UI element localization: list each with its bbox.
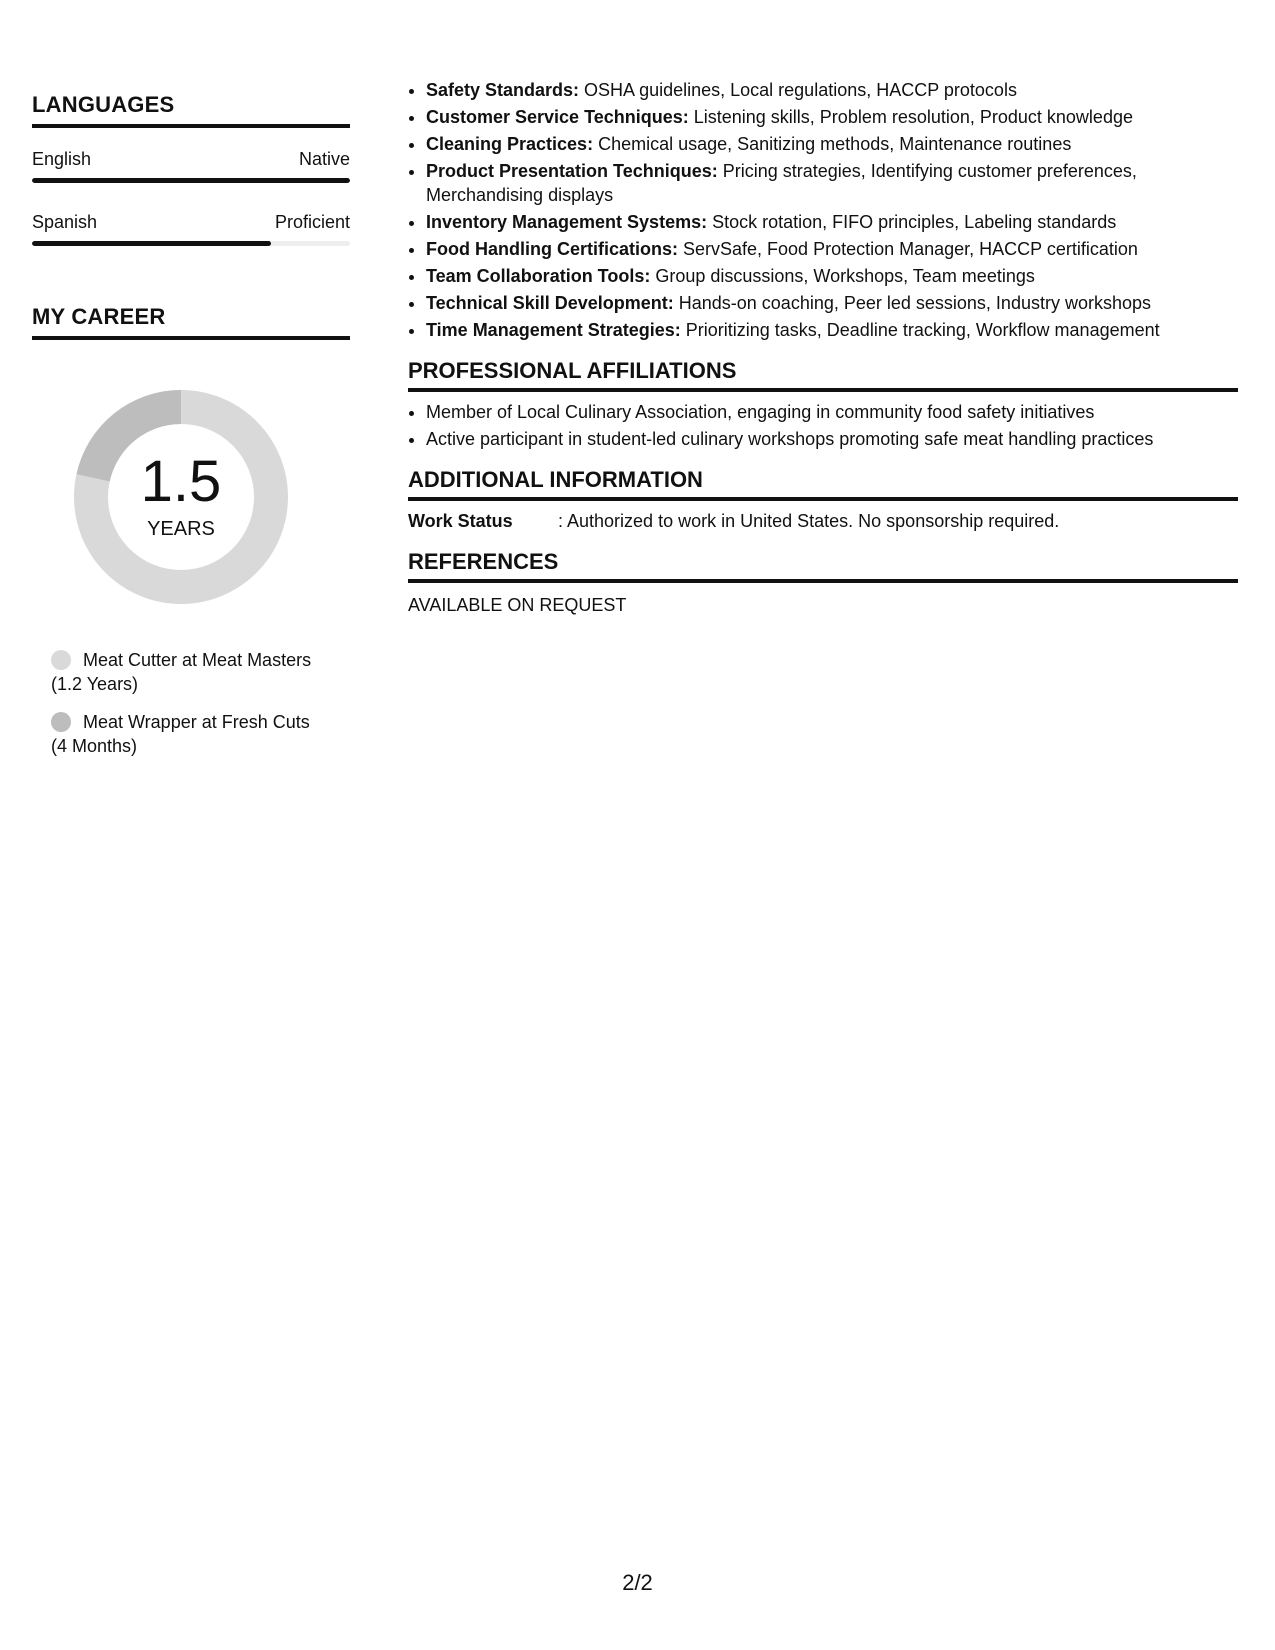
references-text: AVAILABLE ON REQUEST [408,595,627,615]
language-level: Proficient [274,212,350,232]
skill-label: Customer Service Techniques: [426,107,689,127]
skill-label: Safety Standards: [426,80,580,100]
languages-title: LANGUAGES [32,92,350,128]
skill-item [426,132,1238,156]
job-duration: (1.2 Years) [51,674,139,694]
work-status-value: : Authorized to work in United States. No sponsorship required. [558,511,1060,531]
affiliation-item: • Member of Local Culinary Association, engaging in community food safety initiatives [426,400,1238,424]
language-name: Spanish [32,212,98,232]
career-legend-item [51,648,341,696]
career-donut-chart [66,382,296,612]
skill-text: Chemical usage, Sanitizing methods, Maintenance routines [593,134,1072,154]
skill-item [426,264,1238,288]
skills-list [408,78,1238,342]
affiliation-item: • Active participant in student-led culinary workshops promoting safe meat handling practices [426,427,1238,451]
skill-text: Group discussions, Workshops, Team meetings [650,266,1035,286]
skill-item [426,318,1238,342]
additional-info-title: ADDITIONAL INFORMATION [408,467,1238,501]
affiliations-title: PROFESSIONAL AFFILIATIONS [408,358,1238,392]
skill-text: OSHA guidelines, Local regulations, HACCP protocols [579,80,1017,100]
skill-label: Team Collaboration Tools: [426,266,651,286]
work-status-row [408,509,1238,533]
skill-label: Technical Skill Development: [426,293,674,313]
right-column [408,78,1238,617]
skill-item [426,105,1238,129]
skill-label: Cleaning Practices: [426,134,594,154]
skill-item [426,159,1238,207]
skill-text: Hands-on coaching, Peer led sessions, Industry workshops [673,293,1151,313]
language-item-spanish [32,211,350,246]
references-title: REFERENCES [408,549,1238,583]
job-title: Meat Cutter at Meat Masters [83,650,312,670]
skill-label: Inventory Management Systems: [426,212,708,232]
skill-item [426,78,1238,102]
language-item-english [32,148,350,183]
skill-label: Time Management Strategies: [426,320,681,340]
skill-label: Product Presentation Techniques: [426,161,718,181]
language-level: Native [298,149,350,169]
career-legend [51,648,341,758]
career-legend-item [51,710,341,758]
job-duration: (4 Months) [51,736,138,756]
page-number: 2/2 [622,1570,653,1595]
skill-text: Pricing strategies, Identifying customer preferences, Merchandising displays [426,161,1137,205]
additional-info-section [408,467,1238,533]
affiliations-section [408,358,1238,451]
work-status-label: Work Status [408,511,513,531]
skill-item [426,291,1238,315]
affiliations-list [408,400,1238,451]
language-proficiency-bar [32,178,350,183]
skill-text: ServSafe, Food Protection Manager, HACCP certification [678,239,1138,259]
job-title: Meat Wrapper at Fresh Cuts [83,712,310,732]
skill-item [426,210,1238,234]
legend-dot-icon [51,650,71,670]
skill-text: Stock rotation, FIFO principles, Labeling standards [707,212,1117,232]
career-total-years: 1.5 [140,449,222,514]
references-section [408,549,1238,617]
languages-list [32,148,350,246]
skill-label: Food Handling Certifications: [426,239,678,259]
left-column [32,92,350,772]
language-name: English [32,149,92,169]
language-proficiency-fill [32,241,271,246]
career-total-unit: YEARS [147,518,215,540]
career-title: MY CAREER [32,304,350,340]
language-proficiency-bar [32,241,350,246]
skill-text: Prioritizing tasks, Deadline tracking, Workflow management [680,320,1160,340]
language-proficiency-fill [32,178,350,183]
legend-dot-icon [51,712,71,732]
skill-item [426,237,1238,261]
skill-text: Listening skills, Problem resolution, Product knowledge [688,107,1133,127]
